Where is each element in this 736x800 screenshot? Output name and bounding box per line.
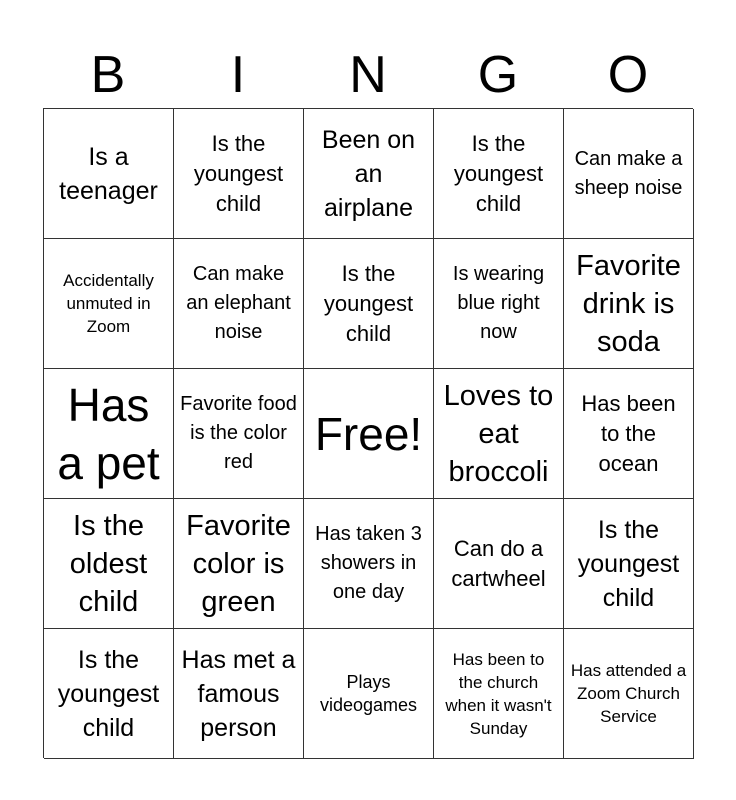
- bingo-cell[interactable]: [434, 109, 564, 239]
- bingo-cell[interactable]: [434, 369, 564, 499]
- cell-text: Has attended a Zoom Church Service: [570, 661, 687, 726]
- cell-text: Favorite food is the color red: [180, 393, 297, 473]
- cell-text: Has been to the church when it wasn't Sunday: [445, 649, 552, 738]
- bingo-cell[interactable]: [174, 239, 304, 369]
- bingo-cell[interactable]: [304, 109, 434, 239]
- cell-text: Is the youngest child: [453, 130, 544, 216]
- cell-text: Favorite drink is soda: [576, 249, 681, 358]
- cell-text: Plays videogames: [319, 671, 418, 715]
- cell-text: Is wearing blue right now: [452, 263, 545, 343]
- bingo-cell[interactable]: [44, 369, 174, 499]
- bingo-cell[interactable]: [304, 629, 434, 759]
- bingo-cell[interactable]: [174, 499, 304, 629]
- bingo-cell[interactable]: [434, 499, 564, 629]
- cell-text: Has met a famous person: [181, 645, 296, 742]
- cell-text: Favorite color is green: [186, 509, 291, 618]
- cell-text: Accidentally unmuted in Zoom: [63, 271, 154, 336]
- cell-text: Is the youngest child: [193, 130, 284, 216]
- bingo-cell[interactable]: [174, 369, 304, 499]
- bingo-cell[interactable]: [564, 369, 694, 499]
- cell-text: Can do a cartwheel: [451, 535, 546, 591]
- bingo-cell[interactable]: [434, 239, 564, 369]
- cell-text: Is the youngest child: [323, 260, 414, 346]
- cell-text: Can make an elephant noise: [186, 263, 291, 343]
- bingo-cell[interactable]: [304, 499, 434, 629]
- cell-text: Has a pet: [57, 378, 160, 489]
- free-space-cell[interactable]: [304, 369, 434, 499]
- bingo-card-grid: [43, 108, 693, 758]
- bingo-cell[interactable]: [564, 499, 694, 629]
- header-letter-b: B: [90, 46, 126, 104]
- cell-text: Been on an airplane: [321, 125, 416, 222]
- header-letter-n: N: [349, 46, 387, 104]
- cell-text: Is the youngest child: [577, 515, 680, 612]
- bingo-cell[interactable]: [434, 629, 564, 759]
- bingo-cell[interactable]: [304, 239, 434, 369]
- cell-text: Is the oldest child: [69, 509, 148, 618]
- cell-text: Can make a sheep noise: [574, 147, 683, 199]
- bingo-cell[interactable]: [174, 109, 304, 239]
- cell-text: Is the youngest child: [57, 645, 160, 742]
- bingo-cell[interactable]: [44, 109, 174, 239]
- bingo-cell[interactable]: [564, 239, 694, 369]
- cell-text: Has taken 3 showers in one day: [315, 523, 422, 603]
- bingo-cell[interactable]: [564, 109, 694, 239]
- bingo-cell[interactable]: [44, 629, 174, 759]
- bingo-cell[interactable]: [44, 239, 174, 369]
- bingo-cell[interactable]: [174, 629, 304, 759]
- cell-text: Is a teenager: [59, 142, 158, 205]
- cell-text: Loves to eat broccoli: [443, 379, 554, 488]
- header-letter-i: I: [230, 46, 246, 104]
- cell-text: Has been to the ocean: [581, 390, 676, 476]
- header-letter-o: O: [607, 46, 649, 104]
- header-letter-g: G: [477, 46, 519, 104]
- free-space-text: Free!: [314, 407, 423, 460]
- bingo-cell[interactable]: [564, 629, 694, 759]
- bingo-header: [43, 42, 693, 108]
- bingo-cell[interactable]: [44, 499, 174, 629]
